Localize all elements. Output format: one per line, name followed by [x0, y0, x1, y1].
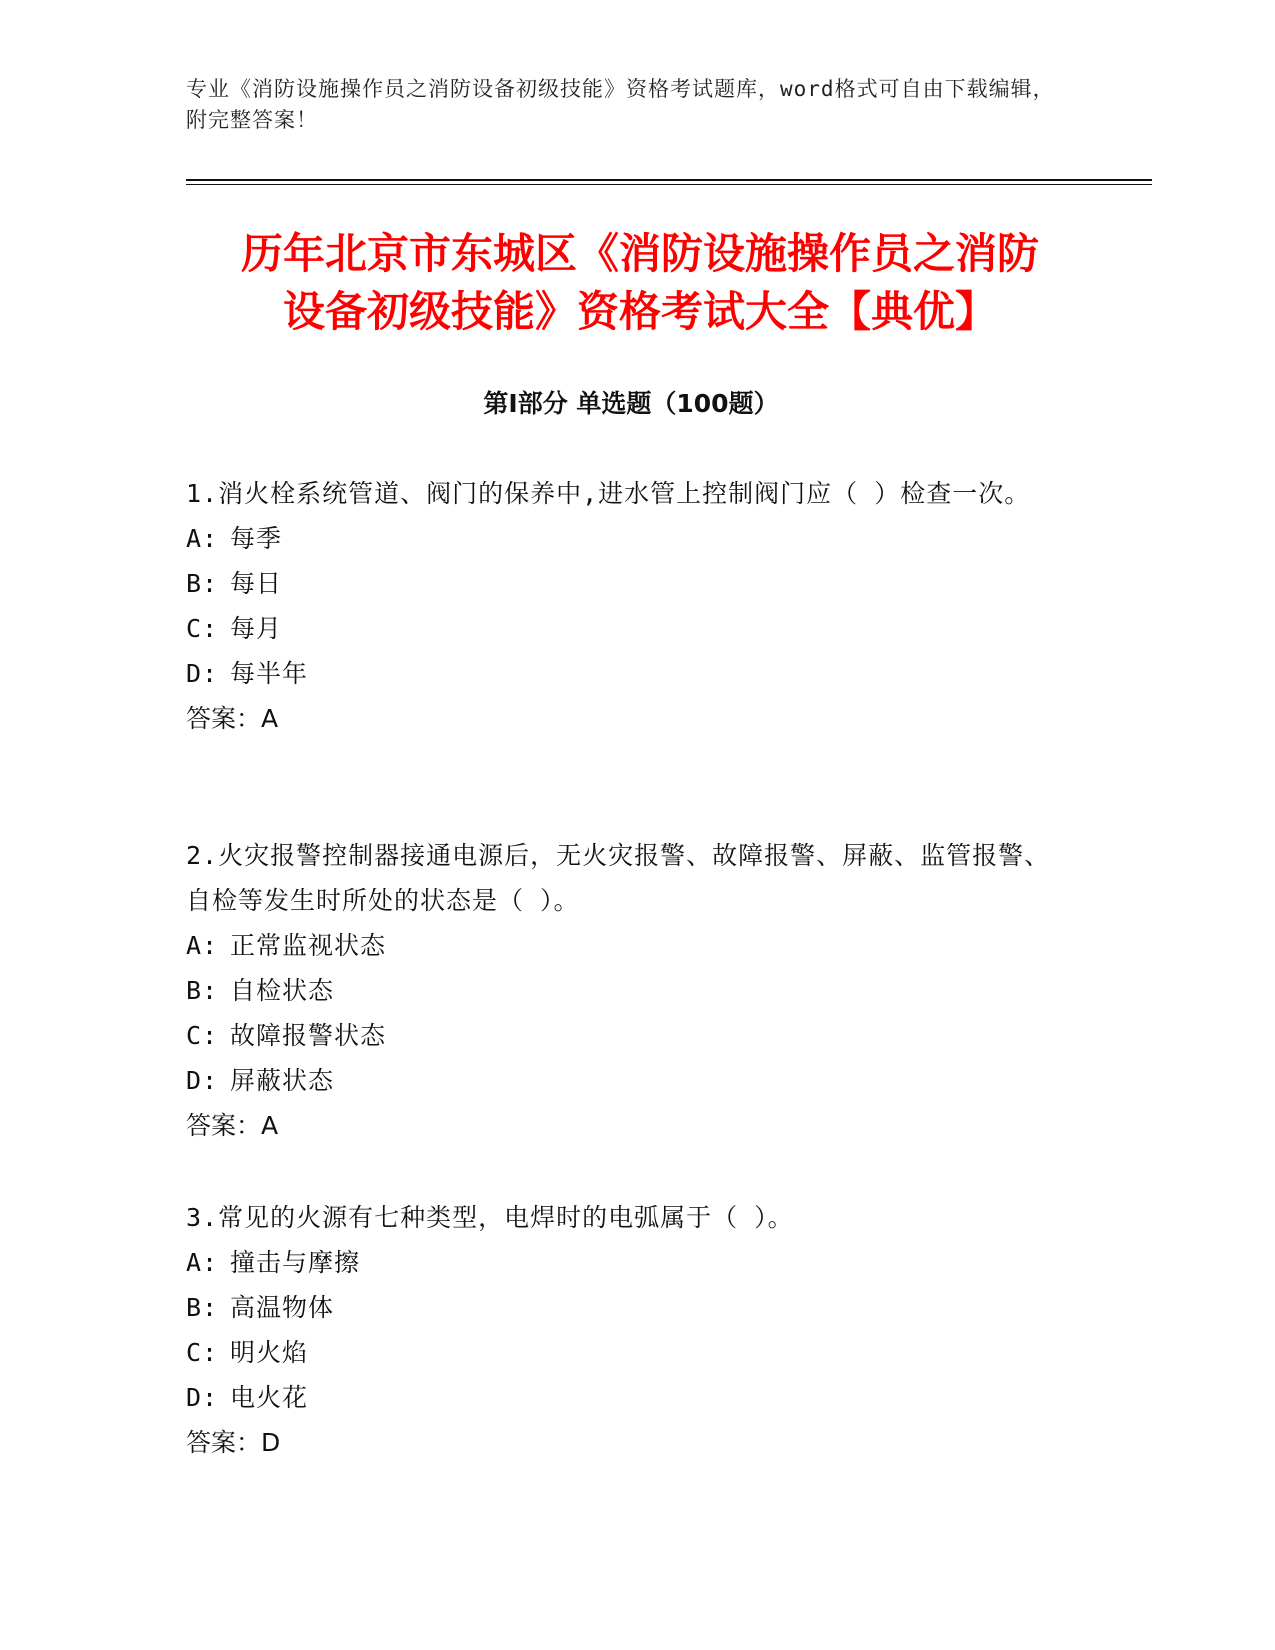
option-a — [186, 923, 1066, 968]
option-c — [186, 606, 1066, 651]
answer: 答案：A — [186, 704, 279, 733]
option-key: D: — [186, 1066, 219, 1095]
document-title — [170, 225, 1110, 341]
question-stem: 2.火灾报警控制器接通电源后，无火灾报警、故障报警、屏蔽、监管报警、自检等发生时所处的状态是（ ）。 — [186, 841, 1051, 915]
option-c — [186, 1013, 1066, 1058]
question-stem: 1.消火栓系统管道、阀门的保养中,进水管上控制阀门应（ ）检查一次。 — [186, 479, 1031, 508]
option-text: 屏蔽状态 — [230, 1066, 335, 1095]
section-heading: 第Ⅰ部分 单选题（100题） — [483, 389, 779, 418]
question-1 — [186, 471, 1066, 741]
option-b — [186, 968, 1066, 1013]
option-text: 自检状态 — [230, 976, 335, 1005]
option-key: A: — [186, 931, 219, 960]
option-key: C: — [186, 1021, 219, 1050]
document-title-line-2: 设备初级技能》资格考试大全【典优】 — [282, 287, 997, 336]
question-3 — [186, 1195, 1066, 1465]
option-text: 每半年 — [230, 659, 309, 688]
option-text: 正常监视状态 — [230, 931, 387, 960]
answer: 答案：A — [186, 1111, 279, 1140]
option-text: 明火焰 — [230, 1338, 309, 1367]
option-d — [186, 1375, 1066, 1420]
option-text: 每季 — [230, 524, 283, 553]
header-divider-thick — [186, 179, 1152, 181]
option-b — [186, 1285, 1066, 1330]
option-a — [186, 516, 1066, 561]
option-key: C: — [186, 1338, 219, 1367]
option-a — [186, 1240, 1066, 1285]
option-key: D: — [186, 1383, 219, 1412]
option-key: A: — [186, 1248, 219, 1277]
option-c — [186, 1330, 1066, 1375]
answer: 答案：D — [186, 1428, 281, 1457]
option-d — [186, 1058, 1066, 1103]
option-text: 每月 — [230, 614, 283, 643]
option-key: B: — [186, 1293, 219, 1322]
header-note: 专业《消防设施操作员之消防设备初级技能》资格考试题库，word格式可自由下载编辑，附完整答案！ — [186, 77, 1055, 132]
option-text: 撞击与摩擦 — [230, 1248, 361, 1277]
option-text: 电火花 — [230, 1383, 309, 1412]
option-key: D: — [186, 659, 219, 688]
option-key: B: — [186, 976, 219, 1005]
option-d — [186, 651, 1066, 696]
option-key: A: — [186, 524, 219, 553]
option-key: C: — [186, 614, 219, 643]
document-title-line-1: 历年北京市东城区《消防设施操作员之消防 — [240, 229, 1039, 278]
option-text: 每日 — [230, 569, 283, 598]
question-2 — [186, 833, 1066, 1148]
option-b — [186, 561, 1066, 606]
option-key: B: — [186, 569, 219, 598]
option-text: 高温物体 — [230, 1293, 335, 1322]
option-text: 故障报警状态 — [230, 1021, 387, 1050]
question-stem: 3.常见的火源有七种类型，电焊时的电弧属于（ ）。 — [186, 1203, 794, 1232]
header-divider-thin — [186, 184, 1152, 185]
